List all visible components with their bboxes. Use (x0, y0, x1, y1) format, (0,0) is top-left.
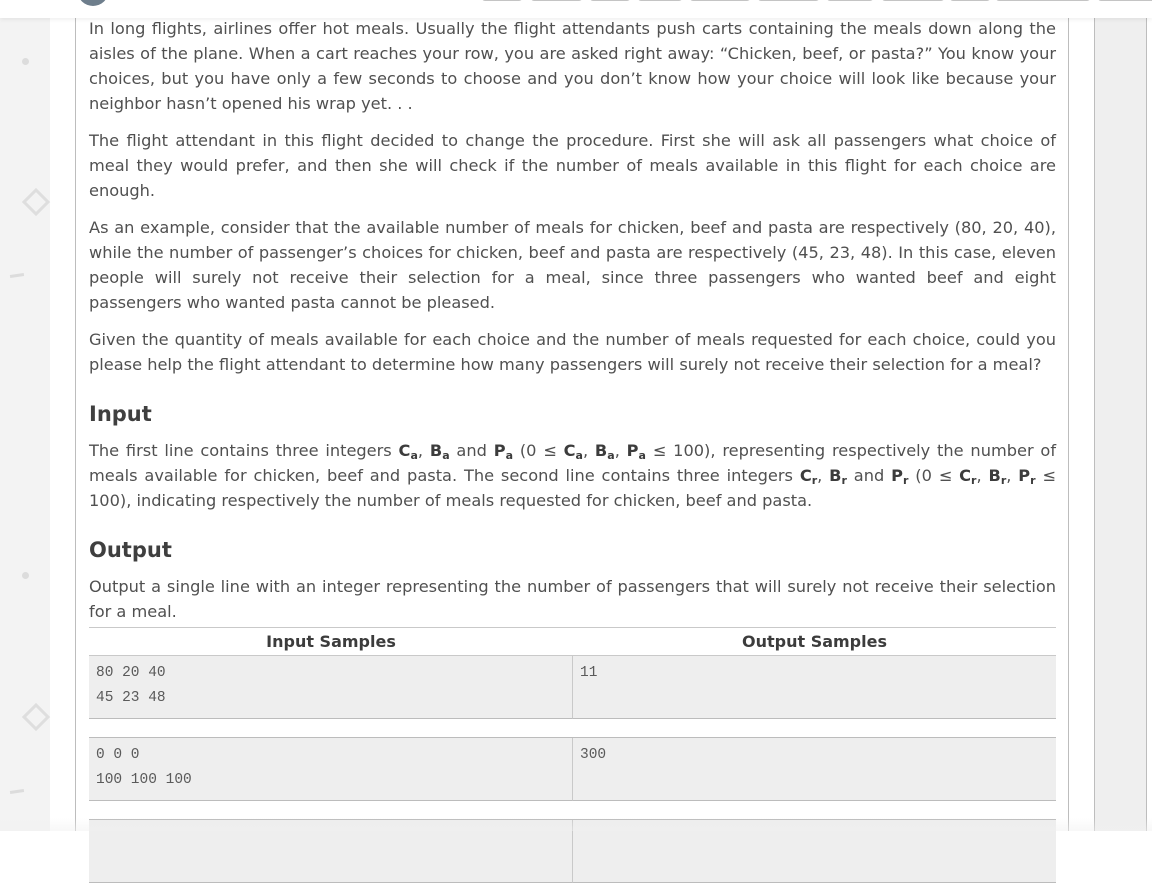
right-sidebar (1095, 18, 1146, 831)
header-tab-8[interactable] (882, 0, 944, 1)
sample-row (89, 656, 1056, 719)
description-paragraph-1: In long flights, airlines offer hot meals. Usually the flight attendants push carts containing the meals down along the aisles of the plane. When a cart reaches your row, you are asked right away: “Chicken, beef, or pasta?” You know your choices, but you have only a few seconds to choose and you don’t know how your choice will look like because your neighbor hasn’t opened his wrap yet. . . (89, 19, 1056, 113)
problem-description (89, 16, 1056, 636)
header-tab-5[interactable] (690, 0, 750, 1)
top-header (0, 0, 1152, 18)
sample-row (89, 738, 1056, 801)
header-tab-4[interactable] (638, 0, 682, 1)
output-samples-header: Output Samples (573, 627, 1056, 656)
description-paragraph-2: The flight attendant in this flight decided to change the procedure. First she will ask all passengers what choice of meal they would prefer, and then she will check if the number of meals available in this flight for each choice are enough. (89, 131, 1056, 200)
bottom-fade (0, 818, 1152, 831)
input-samples-header: Input Samples (89, 627, 573, 656)
content-left-border (75, 18, 76, 831)
header-tab-10[interactable] (996, 0, 1090, 1)
user-email (128, 0, 248, 2)
user-avatar[interactable] (78, 0, 108, 6)
left-gutter (0, 18, 50, 831)
header-tab-11[interactable] (1098, 0, 1152, 1)
dash-icon (10, 789, 24, 794)
diamond-icon (22, 188, 50, 216)
samples-table (89, 627, 1056, 883)
description-paragraph-3: As an example, consider that the available number of meals for chicken, beef and pasta are respectively (80, 20, 40), while the number of passenger’s choices for chicken, beef and pasta are respectively (45, 23, 48). In this case, eleven people will surely not receive their selection for a meal, since three passengers who wanted beef and eight passengers who wanted pasta cannot be pleased. (89, 218, 1056, 312)
header-tab-1[interactable] (482, 0, 522, 1)
dash-icon (10, 273, 24, 278)
description-paragraph-4: Given the quantity of meals available for each choice and the number of meals requested for each choice, could you please help the flight attendant to determine how many passengers will surely not receive their selection for a meal? (89, 330, 1056, 374)
sample-output[interactable]: 300 (573, 738, 1056, 801)
diamond-icon (22, 703, 50, 731)
header-tab-9[interactable] (950, 0, 990, 1)
sidebar-right-border (1146, 18, 1147, 831)
content-right-border (1068, 18, 1069, 831)
sample-output[interactable]: 11 (573, 656, 1056, 719)
dot-icon (22, 572, 29, 579)
input-description: The first line contains three integers $C_a$, $B_a$ and $P_a$ ($0 \le C_a$, $B_a$, $P_a \le 100$), representing respectively the number of meals available for chicken, beef and pasta. The second line contains three integers $C_r$, $B_r$ and $P_r$ ($0 \le C_r$, $B_r$, $P_r \le 100$), indicating respectively the number of meals requested for chicken, beef and pasta. (89, 441, 1057, 510)
output-heading: Output (89, 538, 172, 562)
output-description: Output a single line with an integer representing the number of passengers that will surely not receive their selection for a meal. (89, 577, 1056, 621)
dot-icon (22, 58, 29, 65)
header-tab-6[interactable] (758, 0, 819, 1)
sample-input[interactable]: 0 0 0 100 100 100 (89, 738, 573, 801)
input-heading: Input (89, 402, 152, 426)
sample-input[interactable]: 80 20 40 45 23 48 (89, 656, 573, 719)
header-tab-3[interactable] (590, 0, 630, 1)
header-tab-2[interactable] (531, 0, 582, 1)
header-tab-7[interactable] (827, 0, 873, 1)
